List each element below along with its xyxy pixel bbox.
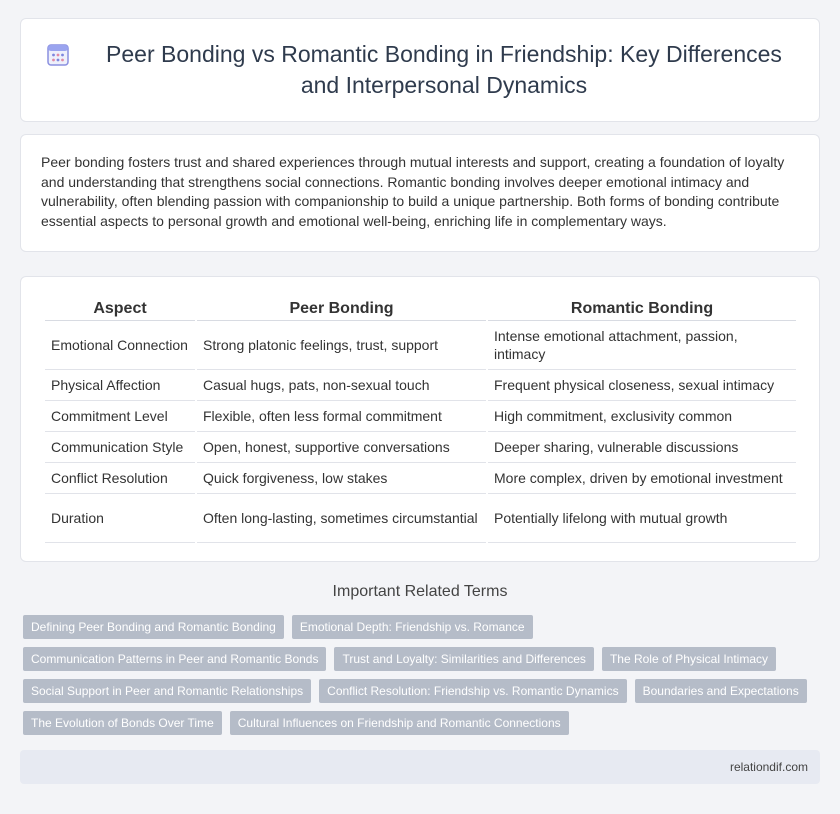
page-title: Peer Bonding vs Romantic Bonding in Friendship: Key Differences and Interpersonal Dynamics [106, 41, 782, 98]
calendar-icon [45, 42, 71, 68]
related-term-tag[interactable]: Cultural Influences on Friendship and Romantic Connections [230, 711, 569, 735]
related-terms-title: Important Related Terms [332, 583, 508, 600]
table-row [45, 401, 796, 432]
related-term-tag[interactable]: The Role of Physical Intimacy [602, 647, 776, 671]
table-row [45, 321, 796, 370]
table-cell: Duration [45, 494, 195, 543]
table-row [45, 463, 796, 494]
table-cell: Communication Style [45, 432, 195, 463]
table-cell: Conflict Resolution [45, 463, 195, 494]
table-row [45, 370, 796, 401]
table-cell: Emotional Connection [45, 321, 195, 370]
tag-row [23, 711, 823, 735]
table-cell: Potentially lifelong with mutual growth [488, 494, 796, 543]
table-header-row [45, 297, 796, 321]
header-romantic-bonding: Romantic Bonding [488, 297, 796, 321]
related-term-tag[interactable]: Social Support in Peer and Romantic Relationships [23, 679, 311, 703]
table-cell: More complex, driven by emotional investment [488, 463, 796, 494]
table-cell: Open, honest, supportive conversations [197, 432, 486, 463]
tag-row [23, 679, 823, 703]
table-cell: Quick forgiveness, low stakes [197, 463, 486, 494]
intro-paragraph: Peer bonding fosters trust and shared experiences through mutual interests and support, creating a foundation of loyalty and understanding that strengthens social connections. Romantic bonding involves deeper emotional intimacy and vulnerability, often blending passion with companionship to build a unique partnership. Both forms of bonding contribute essential aspects to personal growth and emotional well-being, enriching life in complementary ways. [41, 154, 785, 229]
table-cell: Casual hugs, pats, non-sexual touch [197, 370, 486, 401]
table-cell: High commitment, exclusivity common [488, 401, 796, 432]
intro-card [20, 134, 820, 252]
related-term-tag[interactable]: The Evolution of Bonds Over Time [23, 711, 222, 735]
footer [20, 750, 820, 784]
table-cell: Frequent physical closeness, sexual intimacy [488, 370, 796, 401]
table-cell: Often long-lasting, sometimes circumstantial [197, 494, 486, 543]
table-cell: Deeper sharing, vulnerable discussions [488, 432, 796, 463]
table-row [45, 432, 796, 463]
related-term-tag[interactable]: Communication Patterns in Peer and Romantic Bonds [23, 647, 326, 671]
related-term-tag[interactable]: Trust and Loyalty: Similarities and Differences [334, 647, 593, 671]
related-term-tag[interactable]: Emotional Depth: Friendship vs. Romance [292, 615, 533, 639]
related-term-tag[interactable]: Defining Peer Bonding and Romantic Bonding [23, 615, 284, 639]
table-cell: Commitment Level [45, 401, 195, 432]
footer-site-link[interactable]: relationdif.com [729, 760, 808, 774]
related-term-tag[interactable]: Conflict Resolution: Friendship vs. Romantic Dynamics [319, 679, 626, 703]
header-peer-bonding: Peer Bonding [197, 297, 486, 321]
comparison-card [20, 276, 820, 562]
header-aspect: Aspect [45, 297, 195, 321]
header-card [20, 18, 820, 122]
table-cell: Flexible, often less formal commitment [197, 401, 486, 432]
table-cell: Intense emotional attachment, passion, intimacy [488, 321, 796, 370]
tag-row [23, 615, 823, 639]
comparison-table [43, 297, 798, 543]
related-term-tag[interactable]: Boundaries and Expectations [635, 679, 807, 703]
table-cell: Strong platonic feelings, trust, support [197, 321, 486, 370]
table-cell: Physical Affection [45, 370, 195, 401]
related-terms-list [23, 615, 823, 743]
tag-row [23, 647, 823, 671]
table-row [45, 494, 796, 543]
